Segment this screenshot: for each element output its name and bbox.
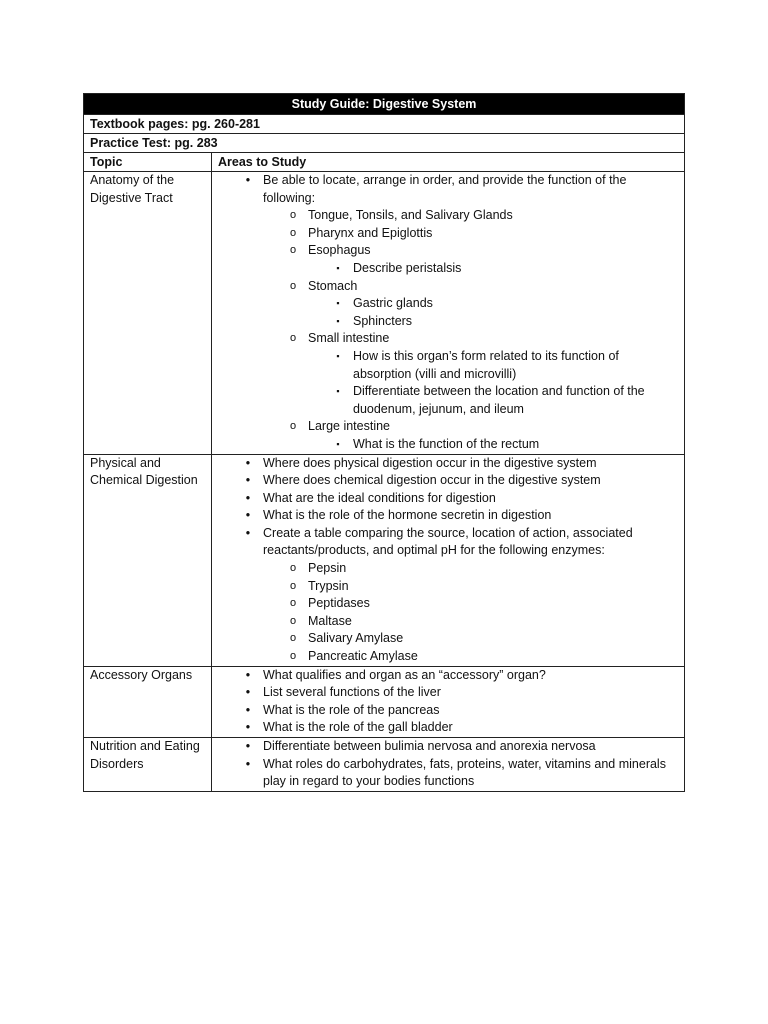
- practice-test-row: [84, 134, 685, 153]
- areas-header: Areas to Study: [212, 153, 685, 172]
- study-item-text: Trypsin: [308, 578, 349, 593]
- bullet-icon: •: [245, 756, 251, 771]
- circle-bullet-icon: o: [289, 420, 297, 433]
- bullet-icon: •: [245, 667, 251, 682]
- square-bullet-icon: ▪: [336, 262, 340, 273]
- study-item-text: What is the role of the gall bladder: [263, 720, 453, 735]
- circle-bullet-icon: o: [289, 279, 297, 292]
- study-item: [218, 756, 678, 791]
- study-item-text: Describe peristalsis: [353, 260, 462, 275]
- circle-bullet-icon: o: [289, 632, 297, 645]
- study-item: [218, 242, 678, 260]
- study-item: [218, 295, 678, 313]
- study-item: [218, 383, 678, 418]
- bullet-icon: •: [245, 473, 251, 488]
- section-row: [84, 666, 685, 737]
- study-item: [218, 436, 678, 454]
- section-row: [84, 172, 685, 455]
- study-item: [218, 278, 678, 296]
- study-item: [218, 348, 678, 383]
- section-topic: Accessory Organs: [84, 666, 212, 737]
- textbook-pages-row: [84, 115, 685, 134]
- bullet-icon: •: [245, 739, 251, 753]
- study-item-text: Small intestine: [308, 331, 390, 346]
- study-item-text: Pharynx and Epiglottis: [308, 225, 433, 240]
- study-item-text: Differentiate between the location and function of the duodenum, jejunum, and ileum: [353, 384, 645, 416]
- study-item-text: Salivary Amylase: [308, 631, 404, 646]
- study-item: [218, 225, 678, 243]
- study-item: [218, 260, 678, 278]
- study-item: [218, 578, 678, 596]
- bullet-icon: •: [245, 490, 251, 505]
- study-item: [218, 595, 678, 613]
- section-areas: [212, 738, 685, 792]
- circle-bullet-icon: o: [289, 614, 297, 627]
- section-areas: [212, 172, 685, 455]
- study-item: [218, 648, 678, 666]
- study-item: [218, 702, 678, 720]
- bullet-icon: •: [245, 508, 251, 523]
- bullet-icon: •: [245, 685, 251, 700]
- study-item-list: [218, 667, 678, 737]
- square-bullet-icon: ▪: [336, 315, 340, 326]
- study-item: [218, 418, 678, 436]
- study-item: [218, 560, 678, 578]
- square-bullet-icon: ▪: [336, 386, 340, 397]
- study-item-text: Stomach: [308, 278, 358, 293]
- section-areas: [212, 454, 685, 666]
- study-item-text: Gastric glands: [353, 296, 433, 311]
- study-item-text: Large intestine: [308, 419, 391, 434]
- study-item: [218, 172, 678, 207]
- bullet-icon: •: [245, 173, 251, 187]
- study-item-text: What qualifies and organ as an “accessory” organ?: [263, 667, 546, 682]
- section-areas: [212, 666, 685, 737]
- study-item-text: Esophagus: [308, 243, 371, 258]
- study-item: [218, 313, 678, 331]
- study-item-text: What roles do carbohydrates, fats, proteins, water, vitamins and minerals play in regard to your bodies functions: [263, 756, 666, 789]
- study-item-text: What is the role of the hormone secretin in digestion: [263, 508, 552, 523]
- study-item-text: What are the ideal conditions for digestion: [263, 490, 496, 505]
- circle-bullet-icon: o: [289, 579, 297, 592]
- section-row: [84, 454, 685, 666]
- study-item: [218, 525, 678, 560]
- circle-bullet-icon: o: [289, 209, 297, 222]
- study-item-text: What is the role of the pancreas: [263, 702, 440, 717]
- square-bullet-icon: ▪: [336, 298, 340, 309]
- square-bullet-icon: ▪: [336, 350, 340, 361]
- study-item-text: Pepsin: [308, 561, 347, 576]
- header-row: [84, 153, 685, 172]
- circle-bullet-icon: o: [289, 226, 297, 239]
- study-item-text: Where does chemical digestion occur in the digestive system: [263, 473, 601, 488]
- study-item-text: How is this organ’s form related to its function of absorption (villi and microvilli): [353, 348, 619, 381]
- study-item-text: Create a table comparing the source, location of action, associated reactants/products, and optimal pH for the following enzymes:: [263, 525, 633, 558]
- study-item-text: What is the function of the rectum: [353, 436, 540, 451]
- study-item: [218, 684, 678, 702]
- study-item: [218, 490, 678, 508]
- study-item: [218, 613, 678, 631]
- study-item: [218, 455, 678, 473]
- study-item-list: [218, 738, 678, 791]
- practice-test: Practice Test: pg. 283: [84, 134, 685, 153]
- study-item-text: List several functions of the liver: [263, 685, 441, 700]
- textbook-pages: Textbook pages: pg. 260-281: [84, 115, 685, 134]
- study-item: [218, 507, 678, 525]
- study-item: [218, 667, 678, 685]
- study-item-text: Tongue, Tonsils, and Salivary Glands: [308, 208, 513, 223]
- bullet-icon: •: [245, 702, 251, 717]
- study-item: [218, 472, 678, 490]
- study-item: [218, 630, 678, 648]
- study-item-text: Sphincters: [353, 313, 413, 328]
- study-item-text: Pancreatic Amylase: [308, 649, 418, 664]
- bullet-icon: •: [245, 455, 251, 470]
- circle-bullet-icon: o: [289, 650, 297, 663]
- study-item-list: [218, 455, 678, 666]
- title-row: [84, 94, 685, 115]
- circle-bullet-icon: o: [289, 597, 297, 610]
- section-topic: Physical and Chemical Digestion: [84, 454, 212, 666]
- circle-bullet-icon: o: [289, 562, 297, 575]
- section-row: [84, 738, 685, 792]
- study-item: [218, 207, 678, 225]
- bullet-icon: •: [245, 525, 251, 540]
- section-topic: Nutrition and Eating Disorders: [84, 738, 212, 792]
- bullet-icon: •: [245, 720, 251, 735]
- circle-bullet-icon: o: [289, 332, 297, 345]
- guide-title: Study Guide: Digestive System: [84, 94, 685, 115]
- study-item-text: Be able to locate, arrange in order, and provide the function of the following:: [263, 173, 627, 205]
- study-item-list: [218, 172, 678, 454]
- study-item: [218, 738, 678, 756]
- circle-bullet-icon: o: [289, 244, 297, 257]
- section-topic: Anatomy of the Digestive Tract: [84, 172, 212, 455]
- study-item-text: Maltase: [308, 613, 352, 628]
- study-item: [218, 719, 678, 737]
- study-item-text: Where does physical digestion occur in the digestive system: [263, 455, 597, 470]
- square-bullet-icon: ▪: [336, 438, 340, 449]
- study-item-text: Differentiate between bulimia nervosa and anorexia nervosa: [263, 739, 596, 753]
- topic-header: Topic: [84, 153, 212, 172]
- study-item-text: Peptidases: [308, 596, 370, 611]
- study-item: [218, 330, 678, 348]
- study-guide-table: [83, 93, 685, 792]
